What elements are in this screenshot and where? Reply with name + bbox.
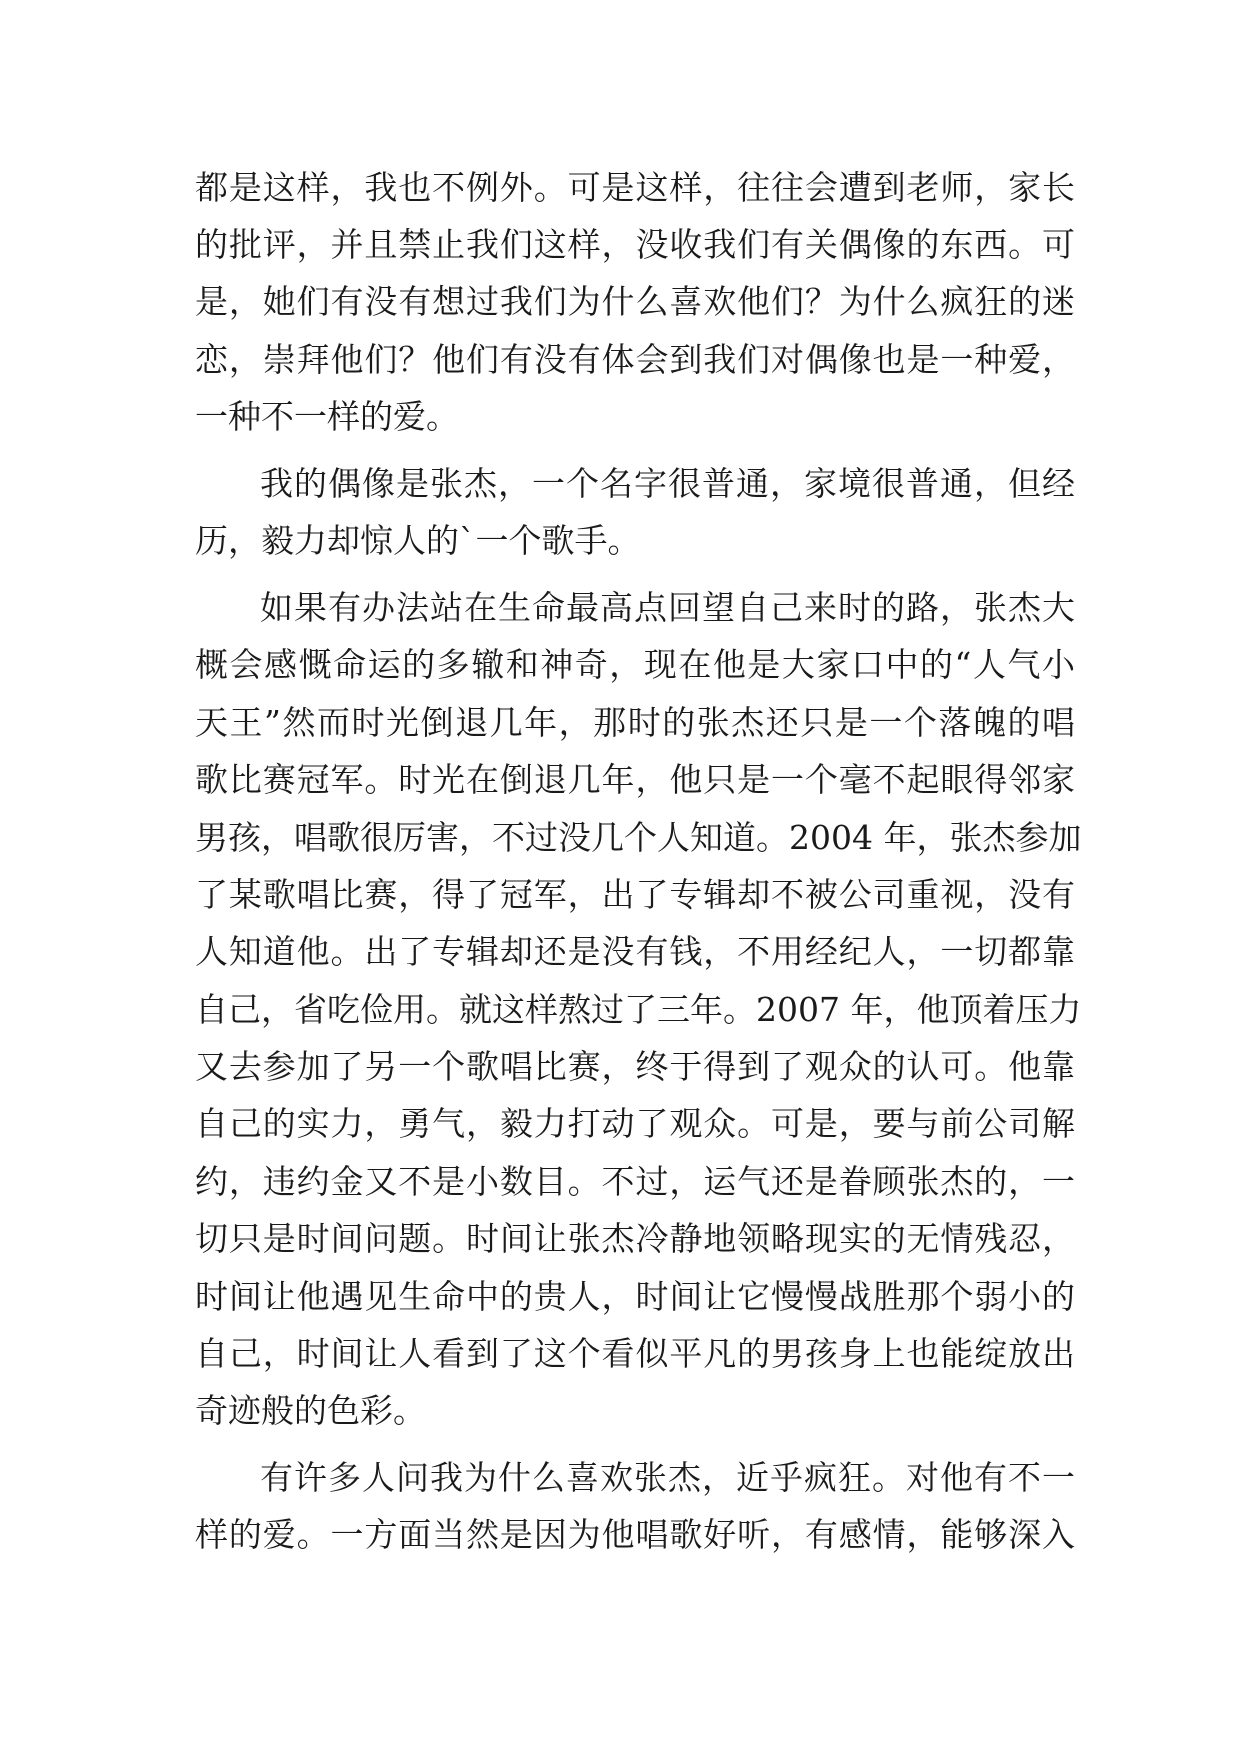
text-line: 男孩，唱歌很厉害，不过没几个人知道。2004 年，张杰参加	[195, 818, 1082, 857]
text-line: 了某歌唱比赛，得了冠军，出了专辑却不被公司重视，没有	[195, 875, 1075, 914]
paragraph-first-line: 我的偶像是张杰，一个名字很普通，家境很普通，但经	[260, 464, 1075, 503]
text-line: 歌比赛冠军。时光在倒退几年，他只是一个毫不起眼得邻家	[195, 760, 1075, 799]
text-line: 约，违约金又不是小数目。不过，运气还是眷顾张杰的，一	[195, 1162, 1075, 1201]
text-line: 都是这样，我也不例外。可是这样，往往会遭到老师，家长	[195, 168, 1075, 207]
paragraph-first-line: 如果有办法站在生命最高点回望自己来时的路，张杰大	[260, 588, 1075, 627]
text-line: 天王”然而时光倒退几年，那时的张杰还只是一个落魄的唱	[195, 703, 1075, 742]
text-line: 切只是时间问题。时间让张杰冷静地领略现实的无情残忍，	[195, 1219, 1075, 1258]
text-line: 自己的实力，勇气，毅力打动了观众。可是，要与前公司解	[195, 1104, 1075, 1143]
text-line: 的批评，并且禁止我们这样，没收我们有关偶像的东西。可	[195, 225, 1075, 264]
text-line: 奇迹般的色彩。	[195, 1391, 426, 1430]
text-line: 样的爱。一方面当然是因为他唱歌好听，有感情，能够深入	[195, 1515, 1075, 1554]
text-line: 自己，时间让人看到了这个看似平凡的男孩身上也能绽放出	[195, 1334, 1075, 1373]
text-line: 自己，省吃俭用。就这样熬过了三年。2007 年，他顶着压力	[195, 990, 1082, 1029]
text-line: 又去参加了另一个歌唱比赛，终于得到了观众的认可。他靠	[195, 1047, 1075, 1086]
text-line: 人知道他。出了专辑却还是没有钱，不用经纪人，一切都靠	[195, 932, 1075, 971]
text-line: 时间让他遇见生命中的贵人，时间让它慢慢战胜那个弱小的	[195, 1277, 1075, 1316]
text-line: 恋，崇拜他们？他们有没有体会到我们对偶像也是一种爱，	[195, 340, 1075, 379]
paragraph-first-line: 有许多人问我为什么喜欢张杰，近乎疯狂。对他有不一	[260, 1458, 1075, 1497]
text-line: 概会感慨命运的多辙和神奇，现在他是大家口中的“人气小	[195, 645, 1075, 684]
text-line: 历，毅力却惊人的`一个歌手。	[195, 521, 641, 560]
text-line: 一种不一样的爱。	[195, 397, 459, 436]
text-line: 是，她们有没有想过我们为什么喜欢他们？为什么疯狂的迷	[195, 282, 1075, 321]
